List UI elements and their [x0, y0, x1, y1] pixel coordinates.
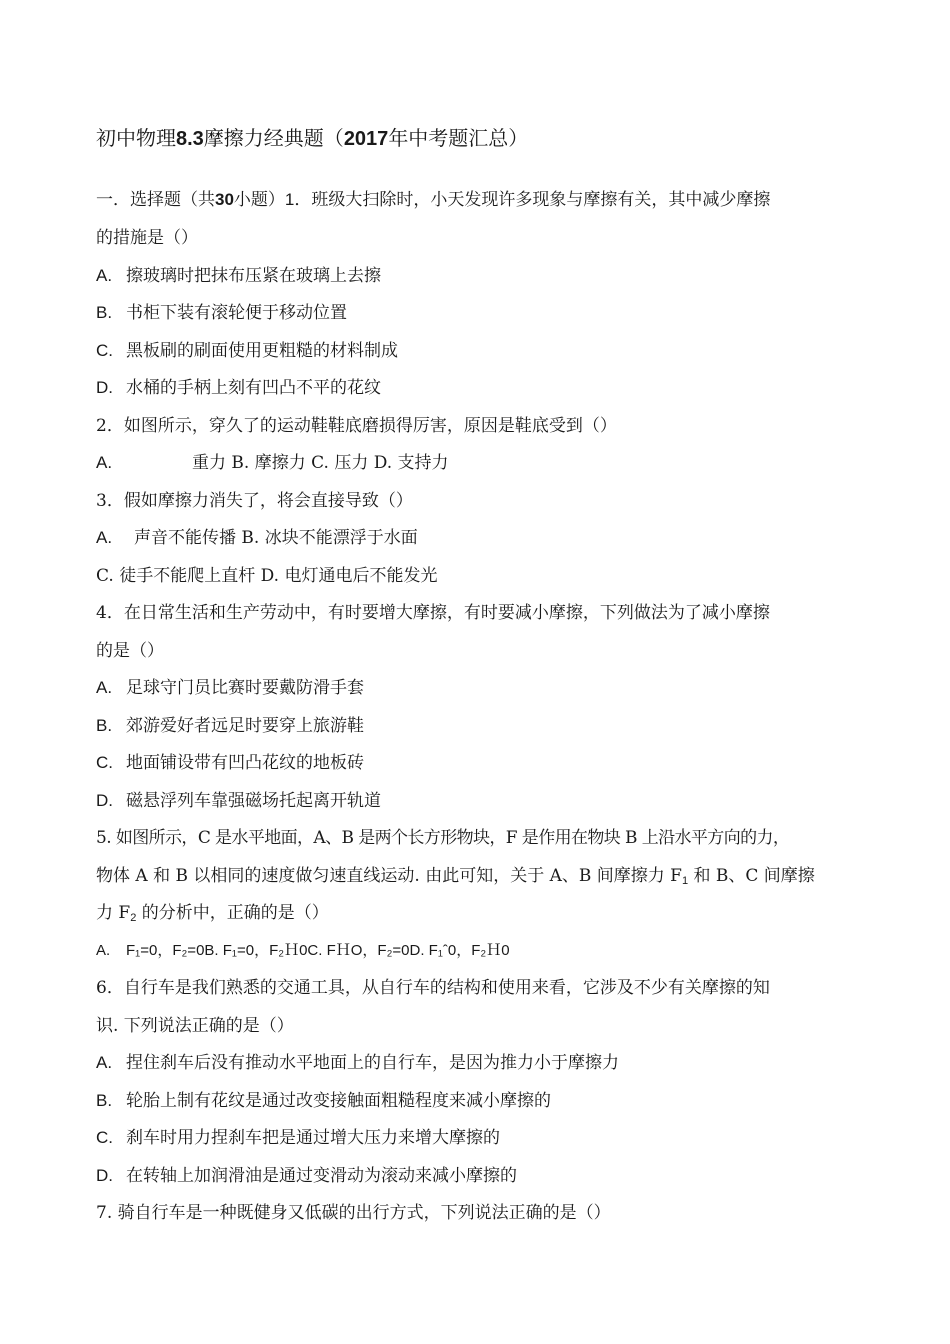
title-year: 2017 — [343, 128, 389, 150]
q6-stem: 6．自行车是我们熟悉的交通工具，从自行车的结构和使用来看，它涉及不少有关摩擦的知 — [96, 978, 770, 998]
q3-options-line1: A. 声音不能传播 B. 冰块不能漂浮于水面 — [96, 528, 418, 548]
section-label-end: 小题） — [233, 190, 285, 210]
q4-stem: 4．在日常生活和生产劳动中，有时要增大摩擦，有时要减小摩擦，下列做法为了减小摩擦 — [96, 603, 770, 623]
q5-stem-continued: 物体 A 和 B 以相同的速度做匀速直线运动. 由此可知，关于 A、B 间摩擦力 $F_1$ 和 B、C 间摩擦 — [96, 866, 815, 887]
q4-option-c: C. 地面铺设带有凹凸花纹的地板砖 — [96, 753, 364, 773]
q2-options: A. 重力 B. 摩擦力 C. 压力 D. 支持力 — [96, 453, 449, 473]
q6-stem-continued: 识. 下列说法正确的是（） — [96, 1016, 294, 1036]
q4-option-d: D. 磁悬浮列车靠强磁场托起离开轨道 — [96, 791, 381, 811]
q1-option-c: C. 黑板刷的刷面使用更粗糙的材料制成 — [96, 341, 398, 361]
question-count: 30 — [215, 190, 234, 209]
title-number: 8.3 — [176, 128, 204, 150]
q6-option-c: C. 刹车时用力捏刹车把是通过增大压力来增大摩擦的 — [96, 1128, 500, 1148]
q3-stem: 3．假如摩擦力消失了，将会直接导致（） — [96, 491, 413, 511]
q3-options-line2: C. 徒手不能爬上直杆 D. 电灯通电后不能发光 — [96, 566, 438, 586]
q4-option-b: B. 郊游爱好者远足时要穿上旅游鞋 — [96, 716, 364, 736]
q6-option-d: D. 在转轴上加润滑油是通过变滑动为滚动来减小摩擦的 — [96, 1166, 517, 1186]
q2-stem: 2．如图所示，穿久了的运动鞋鞋底磨损得厉害，原因是鞋底受到（） — [96, 416, 617, 436]
title-suffix: 年中考题汇总） — [388, 126, 529, 150]
q4-option-a: A. 足球守门员比赛时要戴防滑手套 — [96, 678, 364, 698]
q5-options: A. F₁=0，F₂=0B. F₁=0，F₂Ｈ0C. FＨO，F₂=0D. F₁ˆ0，F₂Ｈ0 — [96, 942, 510, 959]
q1-option-b: B. 书柜下装有滚轮便于移动位置 — [96, 303, 347, 323]
q6-option-b: B. 轮胎上制有花纹是通过改变接触面粗糙程度来减小摩擦的 — [96, 1091, 551, 1111]
q5-stem-end: 力 $F_2$ 的分析中，正确的是（） — [96, 903, 329, 924]
q1-number: 1 — [284, 190, 295, 209]
q1-stem: ．班级大扫除时，小天发现许多现象与摩擦有关，其中减少摩擦 — [294, 190, 771, 210]
q5-stem: 5. 如图所示，C 是水平地面，A、B 是两个长方形物块，F 是作用在物块 B 上沿水平方向的力， — [96, 828, 790, 848]
q6-option-a: A. 捏住刹车后没有推动水平地面上的自行车，是因为推力小于摩擦力 — [96, 1053, 619, 1073]
q4-stem-continued: 的是（） — [96, 641, 164, 661]
title-middle: 摩擦力经典题（ — [203, 126, 344, 150]
q1-option-a: A. 擦玻璃时把抹布压紧在玻璃上去擦 — [96, 266, 381, 286]
q1-stem-continued: 的措施是（） — [96, 228, 198, 248]
title-prefix: 初中物理 — [96, 126, 176, 150]
q1-option-d: D. 水桶的手柄上刻有凹凸不平的花纹 — [96, 378, 381, 398]
page-title — [96, 124, 528, 153]
section-label: 一．选择题（共 — [96, 190, 215, 210]
section-header — [96, 188, 770, 212]
q7-stem: 7. 骑自行车是一种既健身又低碳的出行方式，下列说法正确的是（） — [96, 1203, 611, 1223]
